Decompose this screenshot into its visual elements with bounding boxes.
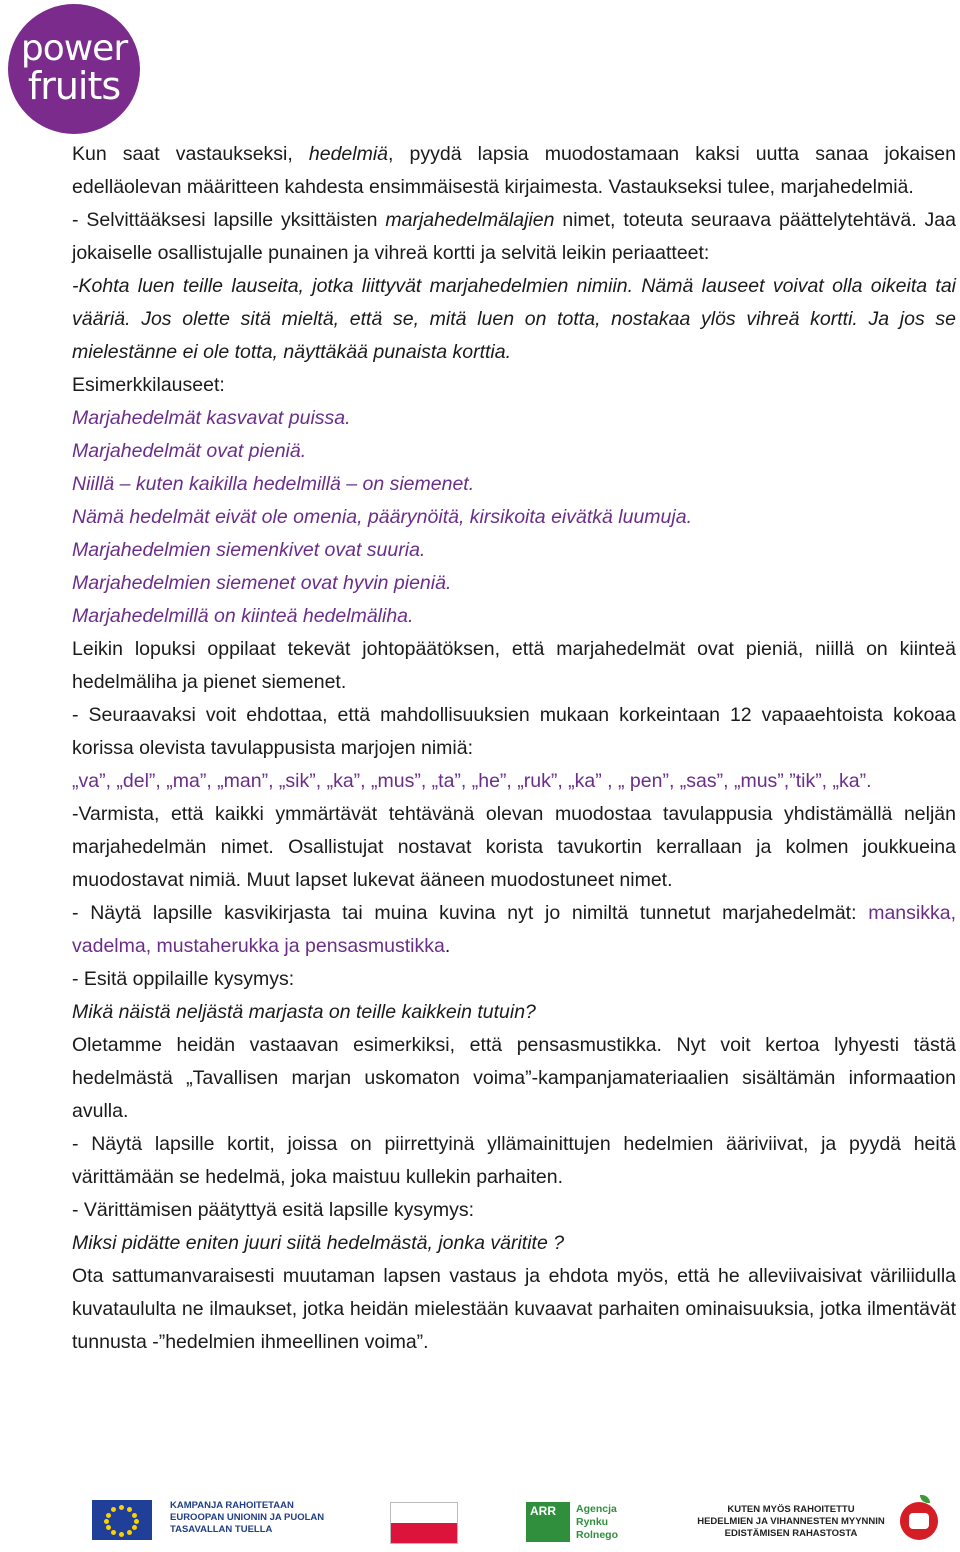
paragraph-6: - Seuraavaksi voit ehdottaa, että mahdollisuuksien mukaan korkeintaan 12 vapaaehtoista kokoaa korissa olevista tavulappusista marjojen nimiä: (72, 704, 956, 759)
fund-text: KUTEN MYÖS RAHOITETTU HEDELMIEN JA VIHANNESTEN MYYNNIN EDISTÄMISEN RAHASTOSTA (697, 1504, 885, 1539)
arr-agency-logo: ARR Agencja Rynku Rolnego (526, 1502, 630, 1542)
syllable-list: „va”, „del”, „ma”, „man”, „sik”, „ka”, „mus”, „ta”, „he”, „ruk”, „ka” , „ pen”, „sas”, „mus”,”tik”, „ka”. (72, 770, 872, 792)
eu-flag-icon (92, 1500, 152, 1540)
berry-names: mansikka, vadelma, mustaherukka ja pensasmustikka (72, 902, 956, 957)
paragraph-10: - Esitä oppilaille kysymys: (72, 968, 295, 990)
paragraph-8: -Varmista, että kaikki ymmärtävät tehtävänä olevan muodostaa tavulappusia yhdistämällä neljän marjahedelmän nimet. Osallistujat nostavat korista tavukortin kerrallaan ja kolmen joukkueina muodostavat nimiä. Muut lapset lukevat ääneen muodostuneet nimet. (72, 803, 956, 891)
example-sentence: Marjahedelmien siemenet ovat hyvin pieniä. (72, 572, 452, 594)
paragraph-9: - Näytä lapsille kasvikirjasta tai muina kuvina nyt jo nimiltä tunnetut marjahedelmät: mansikka, vadelma, mustaherukka ja pensasmustikka. (72, 902, 956, 957)
eu-funding-text: KAMPANJA RAHOITETAAN EUROOPAN UNIONIN JA PUOLAN TASAVALLAN TUELLA (170, 1500, 325, 1535)
paragraph-13: - Näytä lapsille kortit, joissa on piirrettyinä yllämainittujen hedelmien ääriviivat, ja pyydä heitä värittämään se hedelmä, joka maistuu kullekin parhaiten. (72, 1133, 956, 1188)
question-1: Mikä näistä neljästä marjasta on teille kaikkein tutuin? (72, 1001, 536, 1023)
example-sentence: Marjahedelmät ovat pieniä. (72, 440, 307, 462)
paragraph-14: - Värittämisen päätyttyä esitä lapsille kysymys: (72, 1199, 475, 1221)
logo-line-2: fruits (27, 64, 121, 108)
paragraph-16: Ota sattumanvaraisesti muutaman lapsen vastaus ja ehdota myös, että he alleviivaisivat väriliidulla kuvataululta ne ilmaukset, jotka heidän mielestään kuvaavat parhaiten ominaisuuksia, jotka ilmentävät tunnusta -”hedelmien ihmeellinen voima”. (72, 1265, 956, 1353)
paragraph-12: Oletamme heidän vastaavan esimerkiksi, että pensasmustikka. Nyt voit kertoa lyhyesti tästä hedelmästä „Tavallisen marjan uskomaton voima”-kampanjamateriaalien sisältämän informaation avulla. (72, 1034, 956, 1122)
footer-sponsors (0, 1492, 960, 1552)
example-sentence: Nämä hedelmät eivät ole omenia, päärynöitä, kirsikoita eivätkä luumuja. (72, 506, 692, 528)
document-body (72, 138, 956, 1359)
paragraph-2: - Selvittääksesi lapsille yksittäisten marjahedelmälajien nimet, toteuta seuraava päättelytehtävä. Jaa jokaiselle osallistujalle punainen ja vihreä kortti ja selvitä leikin periaatteet: (72, 209, 956, 264)
logo-line-1: power (20, 28, 128, 69)
apple-logo-icon (900, 1502, 938, 1540)
example-sentence: Marjahedelmät kasvavat puissa. (72, 407, 351, 429)
paragraph-4-heading: Esimerkkilauseet: (72, 374, 225, 396)
paragraph-1: Kun saat vastaukseksi, hedelmiä, pyydä lapsia muodostamaan kaksi uutta sanaa jokaisen edelläolevan määritteen kahdesta ensimmäisestä kirjaimesta. Vastaukseksi tulee, marjahedelmiä. (72, 143, 956, 198)
example-sentence: Marjahedelmillä on kiinteä hedelmäliha. (72, 605, 414, 627)
example-sentence: Marjahedelmien siemenkivet ovat suuria. (72, 539, 426, 561)
paragraph-5: Leikin lopuksi oppilaat tekevät johtopäätöksen, että marjahedelmät ovat pieniä, niillä on kiinteä hedelmäliha ja pienet siemenet. (72, 638, 956, 693)
power-fruits-logo (8, 4, 140, 134)
paragraph-3-instructions: -Kohta luen teille lauseita, jotka liittyvät marjahedelmien nimiin. Nämä lauseet voivat olla oikeita tai vääriä. Jos olette sitä mieltä, että se, mitä luen on totta, nostakaa ylös vihreä kortti. Ja jos se mielestänne ei ole totta, näyttäkää punaista korttia. (72, 275, 956, 363)
poland-flag-icon (390, 1502, 458, 1544)
example-sentence: Niillä – kuten kaikilla hedelmillä – on siemenet. (72, 473, 475, 495)
question-2: Miksi pidätte eniten juuri siitä hedelmästä, jonka väritite ? (72, 1232, 565, 1254)
